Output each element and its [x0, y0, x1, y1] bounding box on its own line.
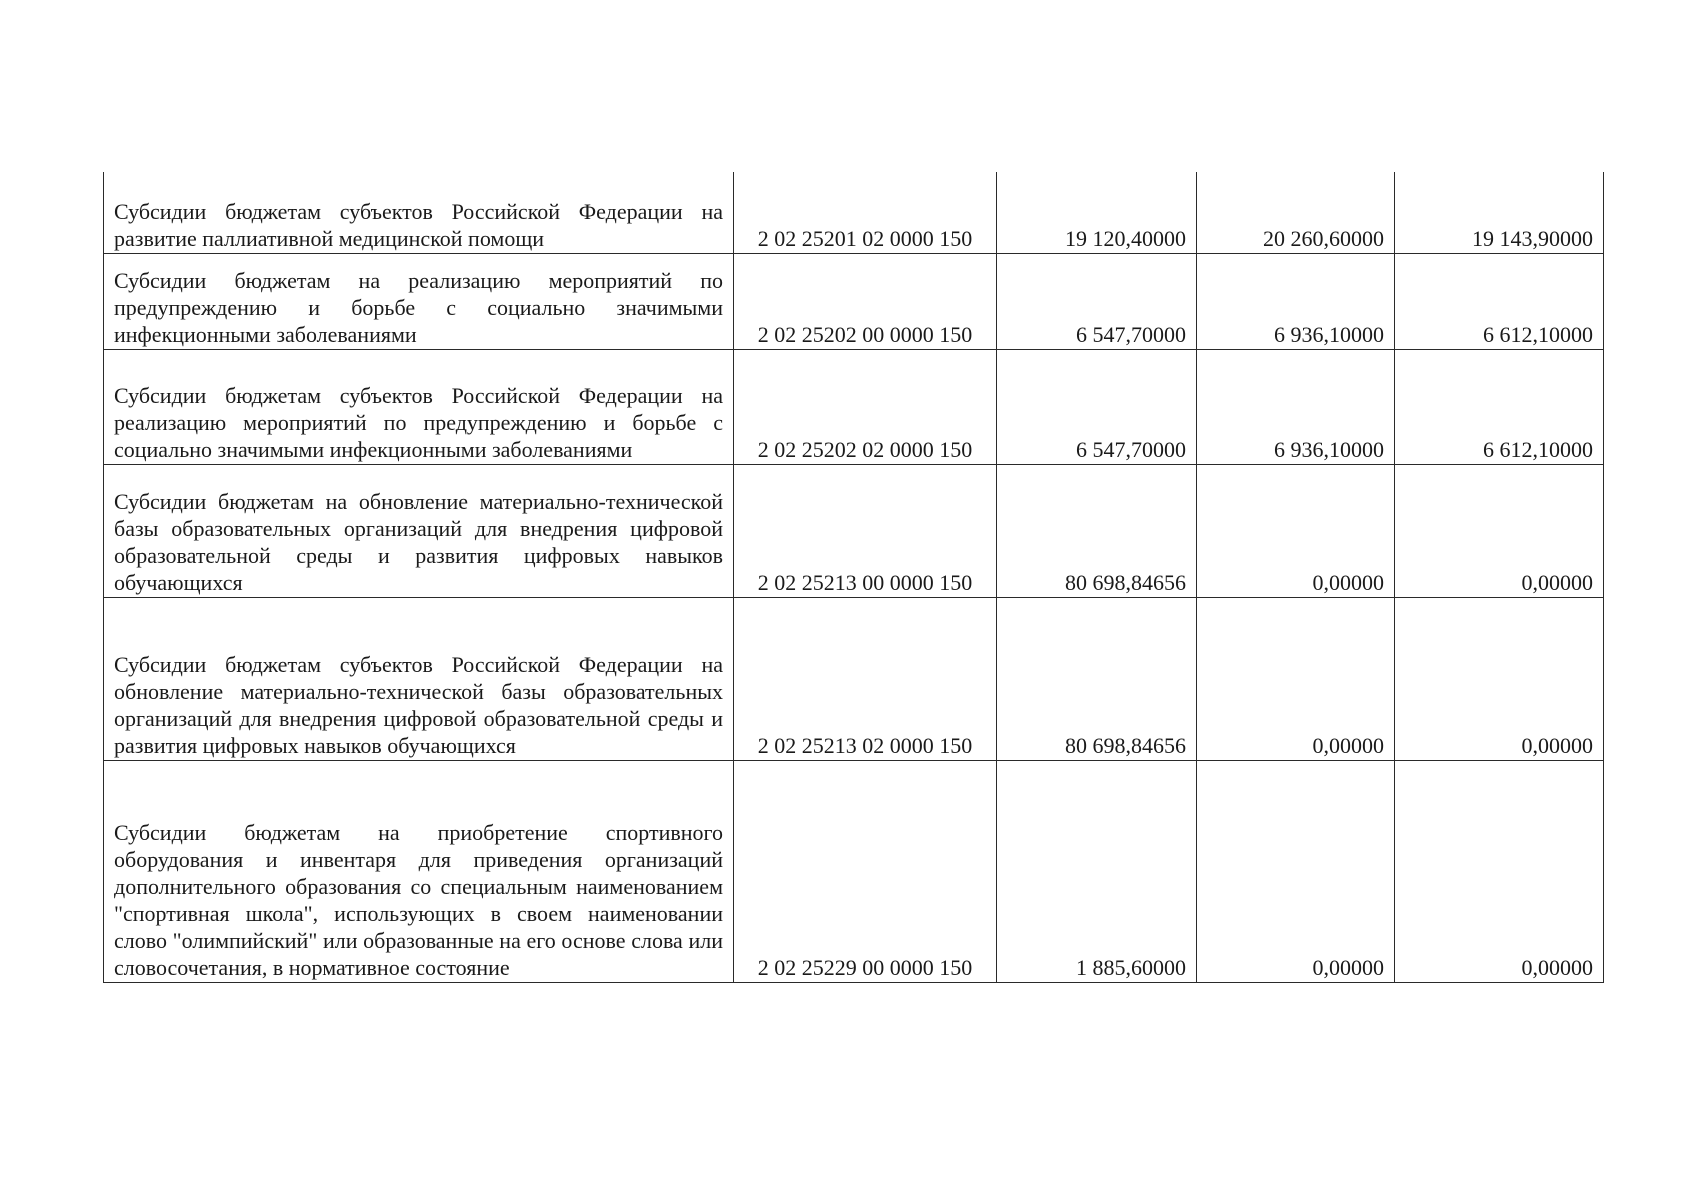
row-name-cell: Субсидии бюджетам субъектов Российской Федерации на реализацию мероприятий по предупреждению и борьбе с социально значимыми инфекционными заболеваниями [104, 349, 734, 464]
table-row [104, 464, 1604, 597]
row-value-2-cell: 0,00000 [1197, 464, 1395, 597]
table-row [104, 597, 1604, 760]
row-code-cell: 2 02 25229 00 0000 150 [734, 760, 997, 982]
row-value-1-cell: 19 120,40000 [997, 172, 1197, 253]
row-value-2-cell: 0,00000 [1197, 760, 1395, 982]
table-row [104, 172, 1604, 253]
row-name-cell: Субсидии бюджетам субъектов Российской Федерации на обновление материально-технической базы образовательных организаций для внедрения цифровой образовательной среды и развития цифровых навыков обучающихся [104, 597, 734, 760]
budget-table [103, 172, 1604, 983]
row-value-1-cell: 1 885,60000 [997, 760, 1197, 982]
row-value-3-cell: 0,00000 [1395, 760, 1604, 982]
row-value-2-cell: 6 936,10000 [1197, 253, 1395, 349]
table-row [104, 253, 1604, 349]
table-row [104, 760, 1604, 982]
row-code-cell: 2 02 25201 02 0000 150 [734, 172, 997, 253]
row-value-3-cell: 0,00000 [1395, 597, 1604, 760]
row-value-2-cell: 0,00000 [1197, 597, 1395, 760]
row-value-3-cell: 6 612,10000 [1395, 253, 1604, 349]
row-value-2-cell: 20 260,60000 [1197, 172, 1395, 253]
row-value-3-cell: 6 612,10000 [1395, 349, 1604, 464]
row-name-cell: Субсидии бюджетам на обновление материально-технической базы образовательных организаций для внедрения цифровой образовательной среды и развития цифровых навыков обучающихся [104, 464, 734, 597]
row-value-1-cell: 6 547,70000 [997, 253, 1197, 349]
row-value-3-cell: 19 143,90000 [1395, 172, 1604, 253]
row-code-cell: 2 02 25202 02 0000 150 [734, 349, 997, 464]
table-row [104, 349, 1604, 464]
row-name-cell: Субсидии бюджетам субъектов Российской Федерации на развитие паллиативной медицинской помощи [104, 172, 734, 253]
row-code-cell: 2 02 25213 02 0000 150 [734, 597, 997, 760]
row-value-1-cell: 80 698,84656 [997, 597, 1197, 760]
row-value-3-cell: 0,00000 [1395, 464, 1604, 597]
row-value-1-cell: 6 547,70000 [997, 349, 1197, 464]
row-name-cell: Субсидии бюджетам на реализацию мероприятий по предупреждению и борьбе с социально значимыми инфекционными заболеваниями [104, 253, 734, 349]
row-code-cell: 2 02 25202 00 0000 150 [734, 253, 997, 349]
row-value-1-cell: 80 698,84656 [997, 464, 1197, 597]
row-code-cell: 2 02 25213 00 0000 150 [734, 464, 997, 597]
row-value-2-cell: 6 936,10000 [1197, 349, 1395, 464]
row-name-cell: Субсидии бюджетам на приобретение спортивного оборудования и инвентаря для приведения организаций дополнительного образования со специальным наименованием "спортивная школа", использующих в своем наименовании слово "олимпийский" или образованные на его основе слова или словосочетания, в нормативное состояние [104, 760, 734, 982]
